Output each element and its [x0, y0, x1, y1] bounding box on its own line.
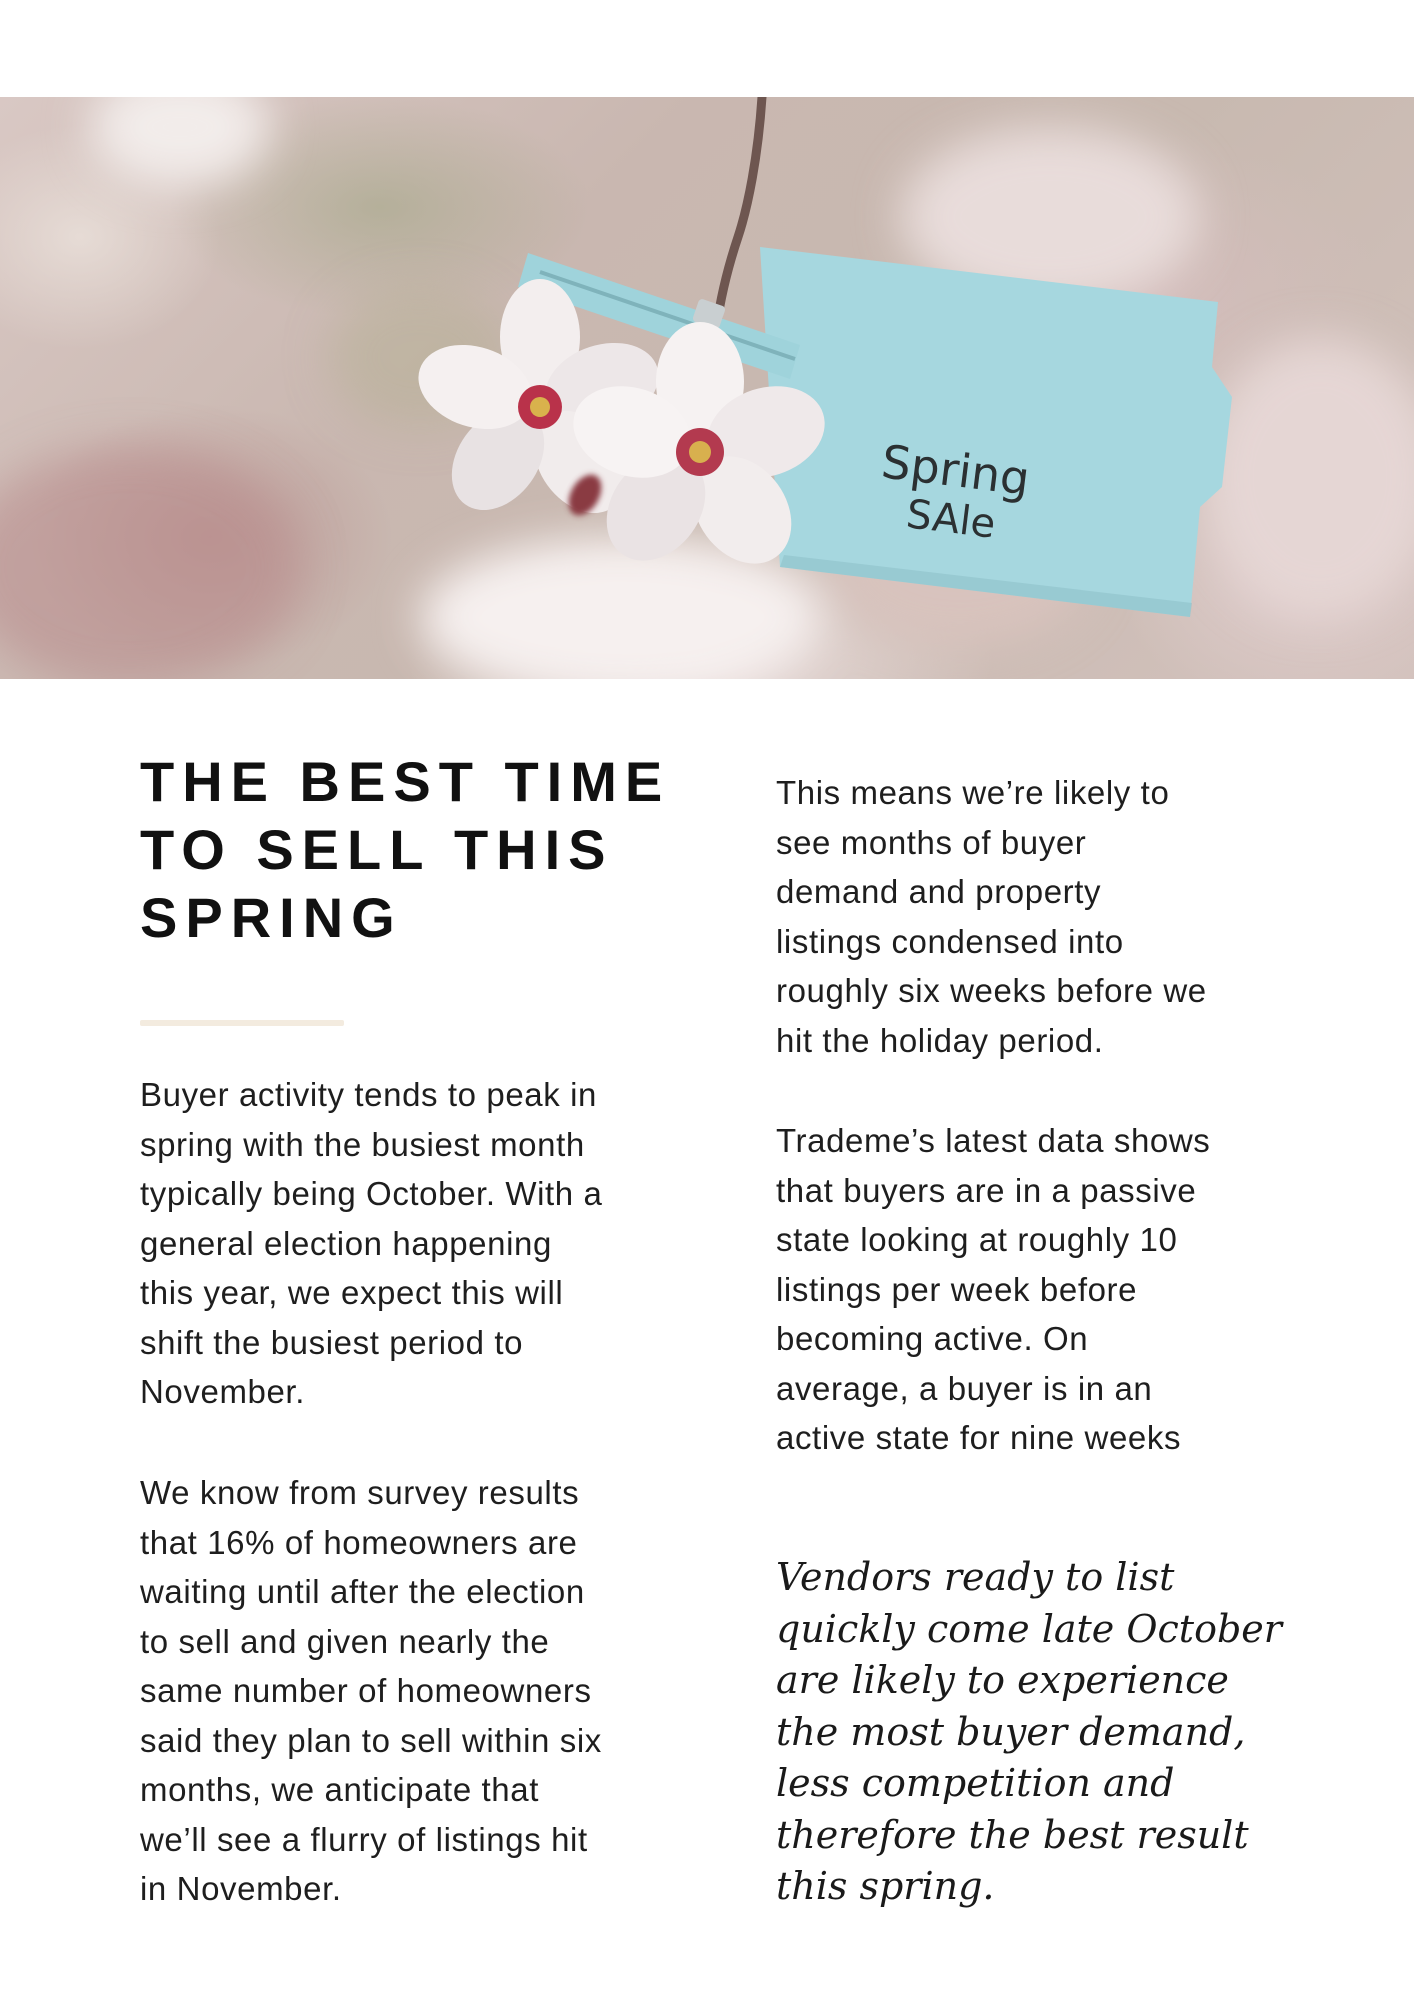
left-paragraph-1: Buyer activity tends to peak in spring with the busiest month typically being October. With a general election happening this year, we expect this will shift the busiest period to November.: [140, 1076, 603, 1410]
blossom-tag-illustration: [0, 97, 1414, 679]
title-divider: [140, 1020, 344, 1026]
hero-photo: [0, 97, 1414, 679]
pull-quote: Vendors ready to list quickly come late October are likely to experience the most buyer demand, less competition and therefore the best result this spring.: [776, 1555, 1282, 1908]
tag-text-line1: Spring: [878, 434, 1033, 507]
twig: [718, 97, 762, 317]
left-paragraph-2: We know from survey results that 16% of homeowners are waiting until after the election to sell and given nearly the same number of homeowners said they plan to sell within six months, we anticipate that we’ll see a flurry of listings hit in November.: [140, 1474, 602, 1907]
spring-sale-tag: [760, 247, 1232, 617]
right-paragraph-1: This means we’re likely to see months of buyer demand and property listings condensed into roughly six weeks before we hit the holiday period.: [776, 774, 1207, 1059]
tag-text-line2: SAle: [903, 491, 998, 548]
article-title: THE BEST TIME TO SELL THIS SPRING: [140, 750, 671, 949]
right-paragraph-2: Trademe’s latest data shows that buyers are in a passive state looking at roughly 10 listings per week before becoming active. On average, a buyer is in an active state for nine weeks: [776, 1122, 1211, 1456]
